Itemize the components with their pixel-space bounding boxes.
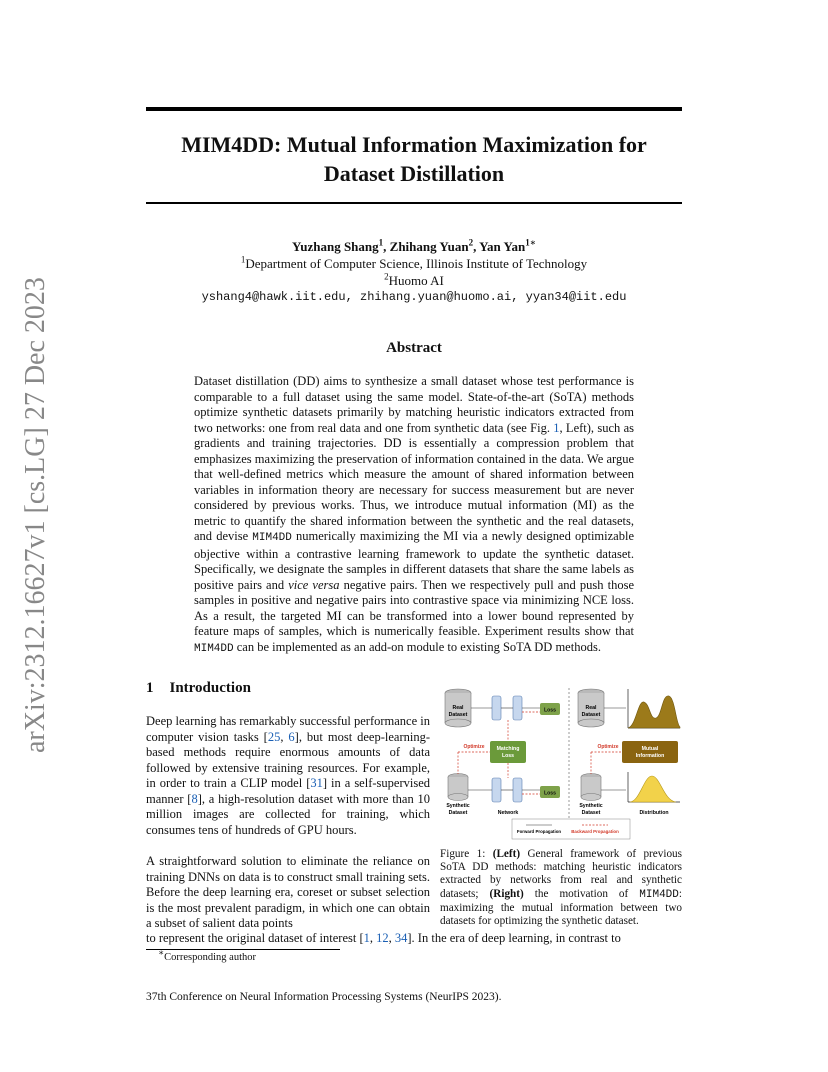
- conference-note: 37th Conference on Neural Information Processing Systems (NeurIPS 2023).: [146, 991, 502, 1003]
- author-3: Yan Yan: [479, 239, 526, 254]
- caption-method: MIM4DD: [639, 888, 679, 901]
- affiliation-1: [146, 255, 682, 272]
- footnote-text: Corresponding author: [164, 952, 256, 963]
- footnote: [158, 947, 256, 963]
- synthetic-dataset-cylinder-right: [581, 774, 601, 801]
- aff2-text: Huomo AI: [388, 273, 444, 288]
- loss-label-top: Loss: [543, 707, 557, 714]
- citation-link[interactable]: 25: [267, 729, 281, 744]
- citation-link[interactable]: 6: [288, 729, 295, 744]
- aff2-sup: 2: [384, 271, 389, 282]
- author-1-sup: 1: [378, 237, 384, 248]
- citation-link[interactable]: 34: [394, 931, 408, 945]
- network-block-syn-2: [513, 778, 522, 802]
- author-emails: yshang4@hawk.iit.edu, zhihang.yuan@huomo.ai, yyan34@iit.edu: [201, 290, 627, 304]
- title-bottom-rule: [146, 202, 682, 204]
- legend-backward: Backward Propagation: [571, 829, 619, 834]
- section-number: 1: [146, 680, 154, 696]
- abstract-italic: vice versa: [288, 577, 340, 592]
- abstract-part: numerically maximizing the MI via a newly designed optimizable objective within a contrastive learning framework to update the synthetic dataset. Specifically, we designate the samples in different datasets that share the same labels as positive pairs and: [194, 529, 634, 592]
- author-3-sup: 1∗: [525, 237, 536, 248]
- citation-link[interactable]: 12: [376, 931, 389, 945]
- abstract-text: [194, 374, 634, 657]
- footnote-rule: [146, 949, 340, 950]
- figure-1: [440, 686, 682, 842]
- mutual-information-label: Mutual Information: [635, 746, 665, 759]
- intro-paragraph-2: A straightforward solution to eliminate the reliance on training DNNs on data is to construct small training sets. Before the deep learning era, coreset or subset selection is the most prevalent paradigm, in which one can obtain a subset of salient data points: [146, 854, 430, 930]
- loss-label-bottom: Loss: [543, 790, 557, 797]
- author-2: Zhihang Yuan: [389, 239, 469, 254]
- intro-text: ,: [369, 931, 377, 945]
- author-2-sup: 2: [468, 237, 474, 248]
- author-1: Yuzhang Shang: [292, 239, 379, 254]
- aff1-text: Department of Computer Science, Illinois Institute of Technology: [245, 256, 588, 271]
- intro-text: Deep learning has remarkably successful performance in computer vision tasks [: [146, 714, 430, 744]
- abstract-heading: Abstract: [386, 340, 442, 356]
- legend-forward: Forward Propagation: [516, 829, 562, 834]
- intro-text: ,: [388, 931, 395, 945]
- caption-text: the motivation of: [523, 887, 640, 900]
- intro-paragraph-3: [146, 931, 682, 947]
- arxiv-watermark: arXiv:2312.16627v1 [cs.LG] 27 Dec 2023: [20, 277, 51, 753]
- distribution-label: Distribution: [639, 810, 669, 816]
- network-block-real-1: [492, 696, 501, 720]
- citation-link[interactable]: 31: [310, 776, 323, 790]
- citation-link[interactable]: 8: [191, 791, 198, 806]
- synthetic-dataset-cylinder-left: [448, 774, 468, 801]
- real-dataset-cylinder-left: [445, 689, 471, 727]
- real-distribution-plot: [628, 689, 680, 728]
- caption-right: (Right): [489, 887, 524, 900]
- synthetic-dataset-label-right: Synthetic Dataset: [579, 803, 603, 816]
- intro-text: ], a high-resolution dataset with more than 10 million images are collected for training, which consumes tens of hundreds of GPU hours.: [146, 791, 430, 837]
- citation-link[interactable]: 1: [363, 931, 370, 945]
- title-line-1: MIM4DD: Mutual Information Maximization for: [181, 132, 647, 157]
- intro-text: ], but most deep-learning-based methods require enormous amounts of data followed by extensive training resources. For example, in order to train a CLIP model [: [146, 729, 431, 790]
- real-dataset-label-left: Real Dataset: [448, 705, 468, 718]
- intro-text: to represent the original dataset of interest [: [146, 931, 364, 945]
- title-top-rule: [146, 107, 682, 111]
- paper-title: [146, 130, 682, 188]
- section-title: Introduction: [169, 680, 251, 696]
- title-line-2: Dataset Distillation: [323, 161, 505, 186]
- intro-text: ] in a self-supervised manner [: [146, 776, 430, 806]
- intro-text: ]. In the era of deep learning, in contrast to: [407, 931, 621, 945]
- intro-text: ,: [280, 729, 289, 744]
- figure-ref-link[interactable]: 1: [553, 420, 560, 435]
- caption-text: General framework of previous SoTA DD methods: matching heuristic indicators extracted by networks from real and synthetic datasets;: [440, 848, 682, 900]
- network-block-real-2: [513, 696, 522, 720]
- figure-1-caption: [440, 848, 682, 928]
- section-heading: [146, 680, 251, 697]
- network-block-syn-1: [492, 778, 501, 802]
- footnote-mark: ∗: [158, 947, 165, 958]
- abstract-part: negative pairs. Then we respectively pull and push those samples in positive and negative pairs into contrastive space via minimizing NCE loss. As a result, the targeted MI can be transformed into a lower bound represented by feature maps of samples, which is numerically feasible. Experiment results show that: [194, 577, 634, 638]
- network-label: Network: [497, 810, 519, 816]
- abstract-part: can be implemented as an add-on module to existing SoTA DD methods.: [233, 639, 601, 654]
- caption-prefix: Figure 1:: [440, 848, 493, 860]
- real-dataset-cylinder-right: [578, 689, 604, 727]
- optimize-label-right: Optimize: [597, 744, 619, 750]
- method-name: MIM4DD: [194, 642, 234, 655]
- aff1-sup: 1: [240, 254, 246, 265]
- synthetic-dataset-label-left: Synthetic Dataset: [446, 803, 470, 816]
- caption-left: (Left): [492, 848, 521, 860]
- method-name: MIM4DD: [252, 532, 292, 544]
- intro-paragraph-1: [146, 714, 430, 838]
- matching-loss-label: Matching Loss: [496, 746, 520, 759]
- optimize-label-left: Optimize: [463, 744, 485, 750]
- matching-loss-box: [490, 741, 526, 763]
- real-dataset-label-right: Real Dataset: [581, 705, 601, 718]
- author-block: [146, 238, 682, 306]
- abstract-part: Dataset distillation (DD) aims to synthesize a small dataset whose test performance is comparable to a full dataset using the same model. State-of-the-art (SoTA) methods optimize synthetic datasets primarily by matching heuristic indicators extracted from two networks: one from real data and one from synthetic data (see Fig.: [194, 374, 634, 435]
- caption-text: : maximizing the mutual information between two datasets for optimizing the synthetic dataset.: [440, 887, 682, 928]
- mutual-information-box: [622, 741, 678, 763]
- affiliation-2: [146, 272, 682, 289]
- synthetic-distribution-plot: [628, 772, 680, 802]
- author-names: Yuzhang Shang$^1$, Zhihang Yuan$^2$, Yan Yan$^{1∗}$: [292, 237, 536, 254]
- abstract-part: , Left), such as gradients and training trajectories. DD is essentially a compression problem that emphasizes maximizing the preservation of information contained in the data. We argue that well-defined metrics which measure the amount of shared information between variables in information theory are necessary for success measurement but are never considered by previous works. Thus, we introduce mutual information (MI) as the metric to quantify the shared information between the synthetic and the real datasets, and devise: [194, 420, 634, 543]
